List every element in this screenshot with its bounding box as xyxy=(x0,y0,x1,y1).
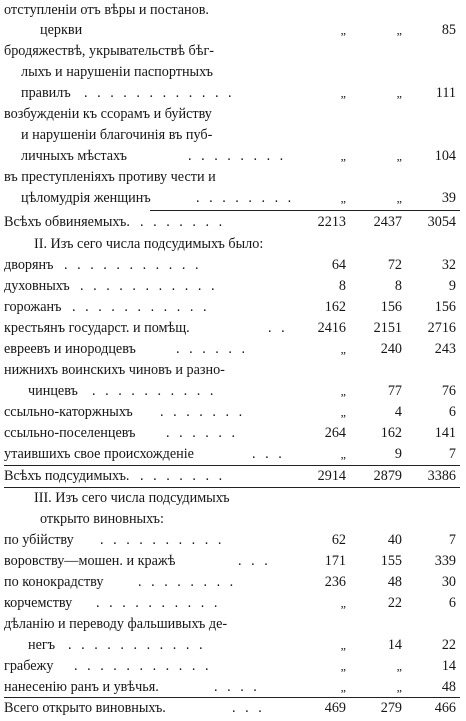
row-label: по убійству xyxy=(4,532,74,548)
row-label: чинцевъ xyxy=(28,383,78,399)
value-col3: 3386 xyxy=(427,468,456,484)
row-label: негъ xyxy=(28,637,56,653)
leader-dots: . . . . . . . xyxy=(140,214,226,230)
table-row xyxy=(0,339,466,359)
row-label: корчемству xyxy=(4,595,73,611)
row-label: Всего открыто виновныхъ. xyxy=(4,700,166,716)
leader-dots: . . . xyxy=(238,553,271,569)
leader-dots: . . . xyxy=(232,700,265,716)
leader-dots: . . xyxy=(268,320,288,336)
value-col1: 162 xyxy=(324,299,346,315)
value-col1: 2914 xyxy=(317,468,346,484)
row-label: лыхъ и нарушеніи паспортныхъ xyxy=(21,64,213,80)
row-label: дѣланію и переводу фальшивыхъ де- xyxy=(4,616,228,632)
text-line xyxy=(0,41,466,61)
value-col3: 339 xyxy=(434,553,456,569)
value-col2: 9 xyxy=(394,446,402,462)
value-col2: 162 xyxy=(380,425,402,441)
row-label: Всѣхъ подсудимыхъ. xyxy=(4,468,130,484)
value-col3: 85 xyxy=(441,22,456,38)
leader-dots: . . . . . . . . . . . xyxy=(64,257,202,273)
section-heading xyxy=(0,234,466,254)
row-label: возбужденіи къ ссорамъ и буйству xyxy=(4,106,212,122)
table-row xyxy=(0,276,466,296)
leader-dots: . . . . . . . xyxy=(140,468,226,484)
value-col3: 76 xyxy=(441,383,456,399)
text-line xyxy=(0,614,466,634)
value-col1: „ xyxy=(340,23,346,37)
value-col2: 2437 xyxy=(373,214,402,230)
text-line xyxy=(0,62,466,82)
value-col1: „ xyxy=(340,680,346,694)
value-col2: „ xyxy=(396,149,402,163)
value-col1: „ xyxy=(340,659,346,673)
leader-dots: . . . . . . xyxy=(166,425,239,441)
row-label: дворянъ xyxy=(4,257,54,273)
value-col1: „ xyxy=(340,149,346,163)
table-row-total xyxy=(0,466,466,486)
value-col1: 62 xyxy=(331,532,346,548)
leader-dots: . . . . . . . . xyxy=(188,148,287,164)
value-col3: 22 xyxy=(441,637,456,653)
sum-rule xyxy=(150,210,460,211)
value-col1: 64 xyxy=(331,257,346,273)
value-col3: 141 xyxy=(434,425,456,441)
table-row xyxy=(0,255,466,275)
value-col2: 48 xyxy=(387,574,402,590)
value-col2: 40 xyxy=(387,532,402,548)
value-col1: „ xyxy=(340,596,346,610)
value-col3: 2716 xyxy=(427,320,456,336)
value-col3: 6 xyxy=(448,595,456,611)
leader-dots: . . . . . . . . . . . xyxy=(80,278,218,294)
row-label: личныхъ мѣстахъ xyxy=(21,148,127,164)
table-row xyxy=(0,188,466,208)
value-col1: „ xyxy=(340,384,346,398)
leader-dots: . . . . . . . . . . xyxy=(96,595,221,611)
row-label: ссыльно-поселенцевъ xyxy=(4,425,136,441)
row-label: по конокрадству xyxy=(4,574,104,590)
value-col1: 469 xyxy=(324,700,346,716)
value-col2: „ xyxy=(396,191,402,205)
value-col2: „ xyxy=(396,86,402,100)
row-label: ссыльно-каторжныхъ xyxy=(4,404,133,420)
text-line xyxy=(0,125,466,145)
value-col3: 104 xyxy=(434,148,456,164)
table-row xyxy=(0,551,466,571)
value-col2: „ xyxy=(396,659,402,673)
value-col1: „ xyxy=(340,342,346,356)
value-col3: 9 xyxy=(448,278,456,294)
value-col2: „ xyxy=(396,680,402,694)
row-label: грабежу xyxy=(4,658,54,674)
table-row xyxy=(0,146,466,166)
row-label: правилъ xyxy=(21,85,71,101)
value-col1: „ xyxy=(340,86,346,100)
value-col3: 466 xyxy=(434,700,456,716)
value-col2: 77 xyxy=(387,383,402,399)
value-col2: 4 xyxy=(394,404,402,420)
value-col3: 156 xyxy=(434,299,456,315)
row-label: цѣломудрія женщинъ xyxy=(21,190,151,206)
leader-dots: . . . . xyxy=(214,679,260,695)
table-row xyxy=(0,423,466,443)
value-col1: 2213 xyxy=(317,214,346,230)
row-label: въ преступленіяхъ противу чести и xyxy=(4,169,216,185)
table-row xyxy=(0,318,466,338)
value-col1: 2416 xyxy=(317,320,346,336)
value-col3: 6 xyxy=(448,404,456,420)
table-row xyxy=(0,656,466,676)
row-label: евреевъ и инородцевъ xyxy=(4,341,136,357)
table-row xyxy=(0,593,466,613)
leader-dots: . . . . . . . . . . . xyxy=(74,658,212,674)
row-label: нижнихъ воинскихъ чиновъ и разно- xyxy=(4,362,225,378)
table-row-total xyxy=(0,212,466,232)
table-row xyxy=(0,572,466,592)
row-label: Всѣхъ обвиняемыхъ. xyxy=(4,214,130,230)
leader-dots: . . . . . . . . . . xyxy=(100,532,225,548)
value-col3: 48 xyxy=(441,679,456,695)
table-row xyxy=(0,530,466,550)
row-label: отступленіи отъ вѣры и постанов. xyxy=(4,2,209,18)
table-row xyxy=(0,20,466,40)
row-label: бродяжествѣ, укрывательствѣ бѣг- xyxy=(4,43,215,59)
value-col1: „ xyxy=(340,638,346,652)
row-label: духовныхъ xyxy=(4,278,70,294)
value-col3: 32 xyxy=(441,257,456,273)
value-col3: 111 xyxy=(435,85,456,101)
table-row xyxy=(0,402,466,422)
leader-dots: . . . . . . . . xyxy=(196,190,295,206)
value-col2: 2151 xyxy=(373,320,402,336)
leader-dots: . . . . . . . . . . xyxy=(92,383,217,399)
value-col3: 14 xyxy=(441,658,456,674)
row-label: воровству—мошен. и кражѣ xyxy=(4,553,176,569)
text-line xyxy=(0,104,466,124)
table-row xyxy=(0,635,466,655)
table-row xyxy=(0,444,466,464)
value-col2: 2879 xyxy=(373,468,402,484)
value-col3: 39 xyxy=(441,190,456,206)
value-col1: „ xyxy=(340,191,346,205)
value-col1: 8 xyxy=(338,278,346,294)
value-col2: 8 xyxy=(394,278,402,294)
value-col3: 30 xyxy=(441,574,456,590)
value-col2: 279 xyxy=(380,700,402,716)
row-label: церкви xyxy=(40,22,83,38)
table-row-total xyxy=(0,698,466,718)
leader-dots: . . . . . . . . . . . xyxy=(68,637,206,653)
table-row xyxy=(0,677,466,697)
row-label: горожанъ xyxy=(4,299,62,315)
value-col3: 7 xyxy=(448,446,456,462)
value-col2: 240 xyxy=(380,341,402,357)
table-row xyxy=(0,297,466,317)
value-col2: „ xyxy=(396,23,402,37)
section-heading xyxy=(0,509,466,529)
leader-dots: . . . . . . . . . . . . xyxy=(84,85,235,101)
row-label: крестьянъ государст. и помѣщ. xyxy=(4,320,190,336)
leader-dots: . . . . . . xyxy=(176,341,249,357)
value-col1: 171 xyxy=(324,553,346,569)
value-col1: 236 xyxy=(324,574,346,590)
leader-dots: . . . xyxy=(252,446,285,462)
row-label: утаившихъ свое происхожденіе xyxy=(4,446,194,462)
value-col1: 264 xyxy=(324,425,346,441)
row-label: и нарушеніи благочинія въ пуб- xyxy=(21,127,213,143)
text-line xyxy=(0,360,466,380)
table-row xyxy=(0,83,466,103)
value-col1: „ xyxy=(340,405,346,419)
section-heading xyxy=(0,488,466,508)
value-col2: 72 xyxy=(387,257,402,273)
value-col3: 3054 xyxy=(427,214,456,230)
leader-dots: . . . . . . . . . . . xyxy=(72,299,210,315)
text-line xyxy=(0,0,466,20)
value-col1: „ xyxy=(340,447,346,461)
section-title: открыто виновныхъ: xyxy=(40,511,164,527)
section-title: II. Изъ сего числа подсудимыхъ было: xyxy=(34,236,264,252)
value-col2: 155 xyxy=(380,553,402,569)
leader-dots: . . . . . . . xyxy=(160,404,246,420)
row-label: нанесенію ранъ и увѣчья. xyxy=(4,679,159,695)
section-title: III. Изъ сего числа подсудимыхъ xyxy=(34,490,230,506)
value-col2: 14 xyxy=(387,637,402,653)
value-col2: 22 xyxy=(387,595,402,611)
text-line xyxy=(0,167,466,187)
leader-dots: . . . . . . . . xyxy=(138,574,237,590)
value-col3: 243 xyxy=(434,341,456,357)
value-col3: 7 xyxy=(448,532,456,548)
table-row xyxy=(0,381,466,401)
value-col2: 156 xyxy=(380,299,402,315)
